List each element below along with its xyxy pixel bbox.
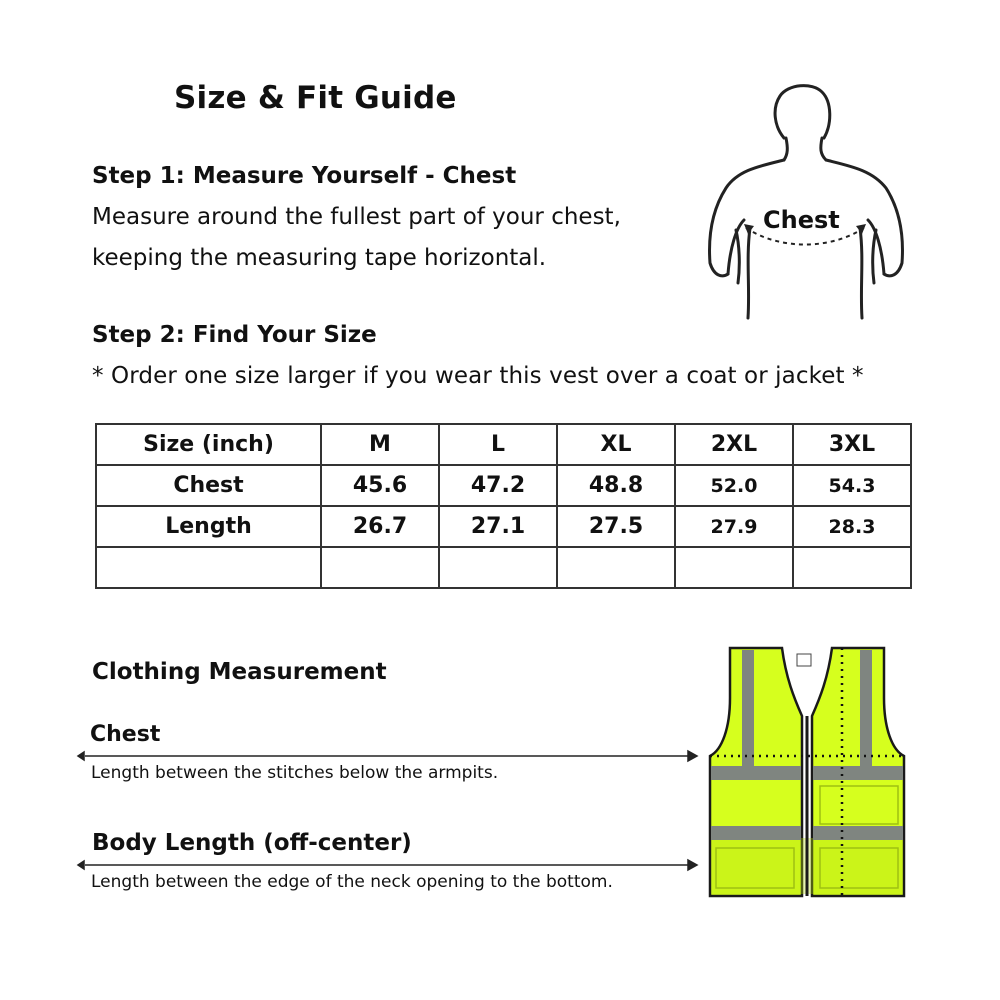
table-header-row bbox=[96, 424, 911, 465]
chest-measure-heading: Chest bbox=[90, 722, 161, 747]
step1-instruction-line2: keeping the measuring tape horizontal. bbox=[92, 245, 547, 271]
table-cell: 47.2 bbox=[439, 465, 557, 506]
table-cell: Length bbox=[96, 506, 321, 547]
table-header-cell: XL bbox=[557, 424, 675, 465]
table-header-cell: Size (inch) bbox=[96, 424, 321, 465]
table-cell: 52.0 bbox=[675, 465, 793, 506]
table-cell: Chest bbox=[96, 465, 321, 506]
body-length-description: Length between the edge of the neck opening to the bottom. bbox=[91, 872, 613, 892]
table-cell: 48.8 bbox=[557, 465, 675, 506]
table-cell: 27.9 bbox=[675, 506, 793, 547]
table-header-cell: 3XL bbox=[793, 424, 911, 465]
table-cell bbox=[321, 547, 439, 588]
step2-note: * Order one size larger if you wear this vest over a coat or jacket * bbox=[92, 363, 864, 389]
figure-chest-label: Chest bbox=[763, 206, 840, 234]
table-cell bbox=[96, 547, 321, 588]
table-row bbox=[96, 465, 911, 506]
table-row bbox=[96, 547, 911, 588]
table-cell bbox=[793, 547, 911, 588]
table-cell: 54.3 bbox=[793, 465, 911, 506]
safety-vest-image bbox=[702, 638, 912, 900]
table-cell bbox=[557, 547, 675, 588]
table-cell: 27.5 bbox=[557, 506, 675, 547]
step1-instruction-line1: Measure around the fullest part of your chest, bbox=[92, 204, 621, 230]
step1-heading: Step 1: Measure Yourself - Chest bbox=[92, 163, 517, 189]
clothing-measurement-heading: Clothing Measurement bbox=[92, 659, 387, 685]
chest-measure-description: Length between the stitches below the armpits. bbox=[91, 763, 499, 783]
table-cell bbox=[439, 547, 557, 588]
table-cell: 27.1 bbox=[439, 506, 557, 547]
table-cell bbox=[675, 547, 793, 588]
table-cell: 45.6 bbox=[321, 465, 439, 506]
table-cell: 26.7 bbox=[321, 506, 439, 547]
table-row bbox=[96, 506, 911, 547]
table-header-cell: L bbox=[439, 424, 557, 465]
step2-heading: Step 2: Find Your Size bbox=[92, 322, 377, 348]
page-title: Size & Fit Guide bbox=[174, 80, 457, 116]
table-header-cell: 2XL bbox=[675, 424, 793, 465]
table-cell: 28.3 bbox=[793, 506, 911, 547]
body-length-heading: Body Length (off-center) bbox=[92, 830, 412, 856]
size-chart-table bbox=[95, 423, 912, 589]
table-header-cell: M bbox=[321, 424, 439, 465]
